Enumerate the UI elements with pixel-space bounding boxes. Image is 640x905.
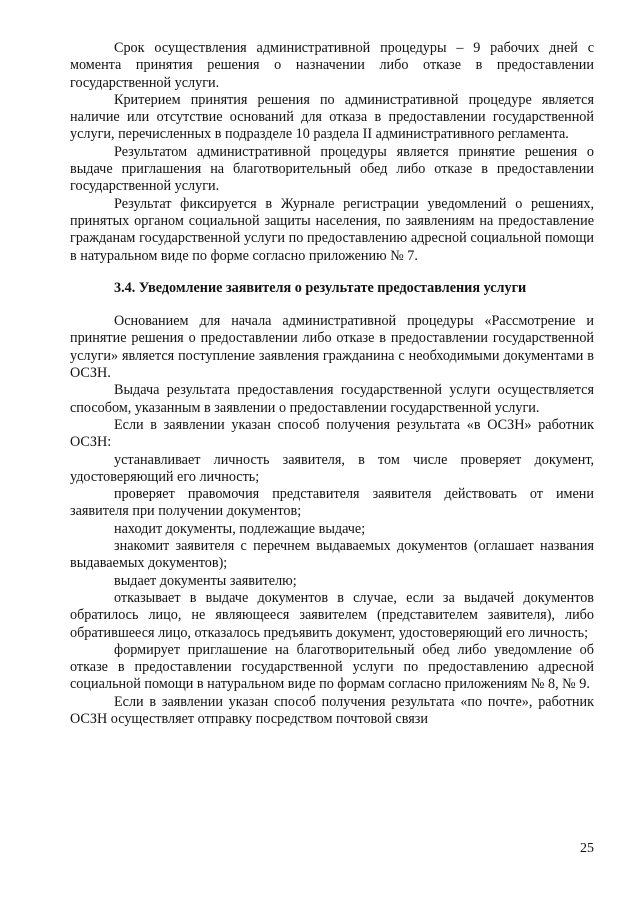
paragraph: Срок осуществления административной процедуры – 9 рабочих дней с момента принятия решения о назначении либо отказе в предоставлении государственной услуги.	[70, 40, 594, 91]
list-item: отказывает в выдаче документов в случае, если за выдачей документов обратилось лицо, не являющееся заявителем (представителем заявителя), либо обратившееся лицо, отказалось предъявить документ, удостоверяющий его личность;	[70, 589, 594, 641]
list-item: знакомит заявителя с перечнем выдаваемых документов (оглашает названия выдаваемых документов);	[70, 538, 594, 572]
paragraph: Если в заявлении указан способ получения результата «по почте», работник ОСЗН осуществляет отправку посредством почтовой связи	[70, 693, 594, 727]
paragraph: Критерием принятия решения по административной процедуре является наличие или отсутствие оснований для отказа в предоставлении государственной услуги, перечисленных в подразделе 10 раздела II административного регламента.	[70, 91, 594, 143]
list-item: устанавливает личность заявителя, в том числе проверяет документ, удостоверяющий его личность;	[70, 451, 594, 485]
paragraph: Результатом административной процедуры является принятие решения о выдаче приглашения на благотворительный обед либо отказе в предоставлении государственной услуги.	[70, 143, 594, 195]
list-item: находит документы, подлежащие выдаче;	[114, 520, 366, 537]
paragraph: Основанием для начала административной процедуры «Рассмотрение и принятие решения о предоставлении либо отказе в предоставлении государственной услуги» является поступление заявления гражданина с необходимыми документами в ОСЗН.	[70, 313, 594, 382]
paragraph: Выдача результата предоставления государственной услуги осуществляется способом, указанным в заявлении о предоставлении государственной услуги.	[70, 382, 594, 416]
list-item: формирует приглашение на благотворительный обед либо уведомление об отказе в предоставлении государственной услуги по предоставлению адресной социальной помощи в натуральном виде по формам согласно приложениям № 8, № 9.	[70, 641, 594, 693]
list-item: выдает документы заявителю;	[114, 572, 297, 589]
section-heading: 3.4. Уведомление заявителя о результате предоставления услуги	[114, 279, 527, 296]
list-item: проверяет правомочия представителя заявителя действовать от имени заявителя при получении документов;	[70, 486, 594, 520]
page-number: 25	[580, 841, 594, 856]
paragraph: Если в заявлении указан способ получения результата «в ОСЗН» работник ОСЗН:	[70, 416, 594, 451]
paragraph: Результат фиксируется в Журнале регистрации уведомлений о решениях, принятых органом социальной защиты населения, по заявлениям на предоставление гражданам государственной услуги по предоставлению адресной социальной помощи в натуральном виде по форме согласно приложению № 7.	[70, 195, 594, 264]
page-content	[70, 40, 594, 728]
